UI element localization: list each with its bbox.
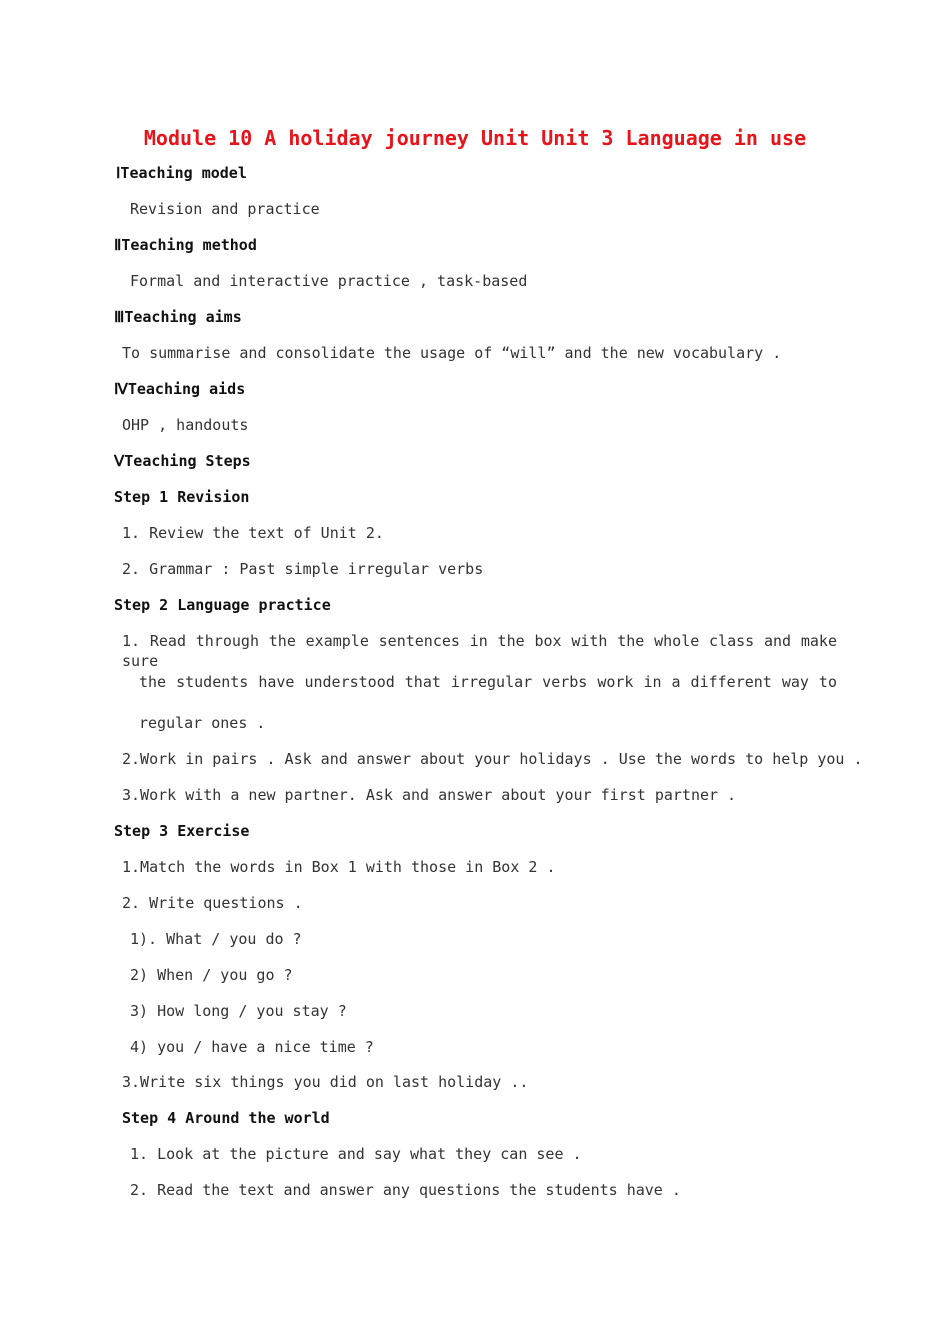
step4-heading: Step 4 Around the world [122,1109,330,1127]
step2-item-1-line-3: regular ones . [139,714,266,732]
teaching-aims-text: To summarise and consolidate the usage of “will” and the new vocabulary . [122,344,782,362]
step2-item-1-line-1: 1. Read through the example sentences in the box with the whole class and make sure [122,632,837,670]
step2-item-2: 2.Work in pairs . Ask and answer about your holidays . Use the words to help you . [122,750,863,768]
section-heading-teaching-method: ⅡTeaching method [114,236,257,254]
step1-heading: Step 1 Revision [114,488,250,506]
step4-item-2: 2. Read the text and answer any questions the students have . [130,1181,681,1199]
teaching-aids-text: OHP , handouts [122,416,249,434]
teaching-method-text: Formal and interactive practice , task-based [130,272,528,290]
step1-item-2: 2. Grammar : Past simple irregular verbs [122,560,484,578]
step2-item-1-line-2: the students have understood that irregular verbs work in a different way to [139,673,837,691]
section-heading-teaching-steps: ⅤTeaching Steps [114,452,251,470]
step4-item-1: 1. Look at the picture and say what they can see . [130,1145,582,1163]
page-title: Module 10 A holiday journey Unit Unit 3 Language in use [143,126,807,150]
step3-question-3: 3) How long / you stay ? [130,1002,347,1020]
step3-heading: Step 3 Exercise [114,822,250,840]
step1-item-1: 1. Review the text of Unit 2. [122,524,384,542]
step2-item-3: 3.Work with a new partner. Ask and answer about your first partner . [122,786,737,804]
step3-item-3: 3.Write six things you did on last holiday .. [122,1073,529,1091]
section-heading-teaching-aids: ⅣTeaching aids [114,380,246,398]
section-heading-teaching-model: ⅠTeaching model [116,164,247,182]
step3-question-1: 1). What / you do ? [130,930,302,948]
step3-question-2: 2) When / you go ? [130,966,293,984]
step2-heading: Step 2 Language practice [114,596,331,614]
step3-item-1: 1.Match the words in Box 1 with those in Box 2 . [122,858,556,876]
section-heading-teaching-aims: ⅢTeaching aims [114,308,242,326]
teaching-model-text: Revision and practice [130,200,320,218]
step3-item-2: 2. Write questions . [122,894,303,912]
step3-question-4: 4) you / have a nice time ? [130,1038,374,1056]
